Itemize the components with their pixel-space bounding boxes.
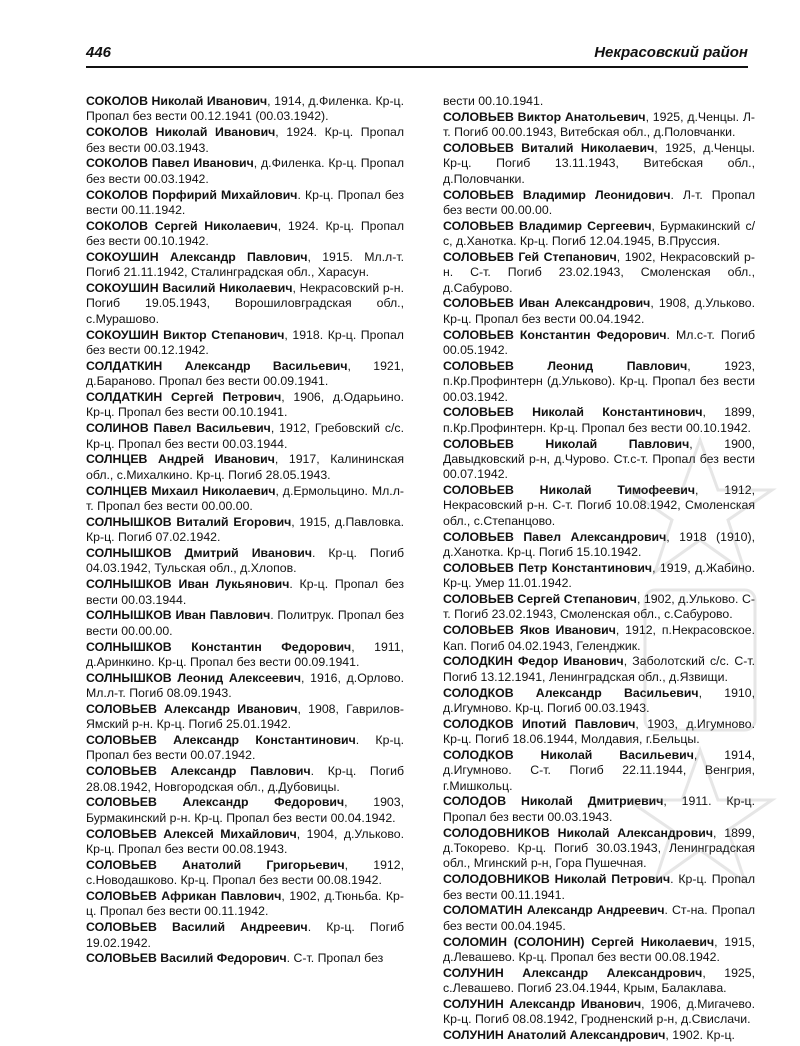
record-entry <box>86 281 404 327</box>
record-name: СОЛОВЬЕВ Иван Александрович <box>443 296 651 311</box>
record-details: , 1899, п.Кр.Профинтерн. Кр-ц. Пропал без вести 00.10.1942. <box>443 405 755 435</box>
record-details: , 1925, с.Левашево. Погиб 23.04.1944, Крым, Балаклава. <box>443 965 756 996</box>
record-details: . Мл.с-т. Погиб 00.05.1942. <box>443 327 755 357</box>
record-details: , 1902, д.Тюньба. Кр-ц. Пропал без вести 00.11.1942. <box>86 889 404 919</box>
record-entry <box>86 328 404 359</box>
record-entry <box>443 966 755 997</box>
record-name: СОЛОДОВНИКОВ Николай Петрович <box>443 872 671 887</box>
record-details: , 1908, д.Ульково. Кр-ц. Пропал без вести 00.04.1942. <box>443 296 755 326</box>
record-details: . С-т. Пропал без <box>286 951 384 966</box>
record-details: , 1912, с.Новодашково. Кр-ц. Пропал без вести 00.08.1942. <box>86 857 405 888</box>
record-entry <box>86 94 404 125</box>
record-entry <box>443 141 755 187</box>
record-details: , д.Ермольцино. Мл.л-т. Пропал без вести 00.00.00. <box>86 483 404 513</box>
record-details: , Бурмакинский с/с, д.Ханотка. Кр-ц. Погиб 12.04.1945, В.Пруссия. <box>443 218 756 249</box>
record-entry <box>443 623 755 654</box>
record-entry <box>443 405 755 436</box>
record-details: , 1919, д.Жабино. Кр-ц. Умер 11.01.1942. <box>443 560 755 591</box>
record-name: СОЛОВЬЕВ Василий Андреевич <box>86 920 308 935</box>
record-name: СОЛОМИН (СОЛОНИН) Сергей Николаевич <box>443 934 715 949</box>
record-name: СОЛОВЬЕВ Владимир Леонидович <box>443 187 671 202</box>
record-entry <box>443 250 755 296</box>
record-details: , 1904, д.Ульково. Кр-ц. Пропал без вести 00.08.1943. <box>86 826 404 856</box>
record-entry <box>86 702 404 733</box>
record-details: , 1914, д.Игумново. С-т. Погиб 22.11.1944, Венгрия, г.Мишкольц. <box>443 747 755 793</box>
record-entry <box>86 671 404 702</box>
record-entry <box>86 920 404 951</box>
record-entry <box>443 110 755 141</box>
record-name: СОЛОВЬЕВ Николай Константинович <box>443 405 703 420</box>
record-details: , 1924. Кр-ц. Пропал без вести 00.10.1942. <box>86 218 405 249</box>
record-entry <box>443 437 755 483</box>
record-name: СОЛОВЬЕВ Василий Федорович <box>86 951 287 966</box>
record-name: СОЛДАТКИН Сергей Петрович <box>86 390 282 405</box>
record-name: СОЛНЦЕВ Михаил Николаевич <box>86 483 276 498</box>
record-entry <box>443 359 755 405</box>
record-entry <box>86 608 404 639</box>
record-details: , 1906, д.Мигачево. Кр-ц. Погиб 08.08.1942, Гродненский р-н, д.Свислачи. <box>443 996 755 1027</box>
record-details: , 1906, д.Одарьино. Кр-ц. Пропал без вести 00.10.1941. <box>86 390 404 420</box>
record-name: СОЛОВЬЕВ Алексей Михайлович <box>86 826 297 841</box>
record-details: , 1925, д.Ченцы. Кр-ц. Погиб 13.11.1943, Витебская обл., д.Половчанки. <box>443 141 755 186</box>
record-name: СОЛОВЬЕВ Александр Федорович <box>86 795 345 810</box>
record-name: СОЛОВЬЕВ Петр Константинович <box>443 560 653 575</box>
record-entry <box>443 483 755 529</box>
record-name: СОЛОВЬЕВ Африкан Павлович <box>86 889 282 904</box>
record-entry <box>443 903 755 934</box>
record-entry <box>86 515 404 546</box>
record-name: СОЛОВЬЕВ Владимир Сергеевич <box>443 218 652 233</box>
record-entry <box>86 188 404 219</box>
record-name: СОКОУШИН Виктор Степанович <box>86 327 285 342</box>
record-details: . Кр-ц. Погиб 19.02.1942. <box>86 920 404 950</box>
record-name: СОЛОДКОВ Николай Васильевич <box>443 747 694 762</box>
record-name: СОЛИНОВ Павел Васильевич <box>86 421 271 436</box>
record-name: СОЛНЫШКОВ Иван Павлович <box>86 608 271 623</box>
record-entry <box>443 296 755 327</box>
record-name: СОЛОДОВНИКОВ Николай Александрович <box>443 825 713 840</box>
right-column <box>443 94 755 1044</box>
record-name: СОЛОДОВ Николай Дмитриевич <box>443 794 664 809</box>
record-details: . Кр-ц. Пропал без вести 00.11.1941. <box>443 872 755 902</box>
record-details: . Кр-ц. Пропал без вести 00.03.1944. <box>86 577 405 607</box>
record-details: . Ст-на. Пропал без вести 00.04.1945. <box>443 903 755 933</box>
record-entry <box>86 795 404 826</box>
record-details: , 1924. Кр-ц. Пропал без вести 00.03.1943. <box>86 125 404 155</box>
record-entry <box>443 935 755 966</box>
record-entry <box>443 826 755 872</box>
record-entry <box>86 577 404 608</box>
record-entry <box>443 997 755 1028</box>
record-details: , 1925, д.Ченцы. Л-т. Погиб 00.00.1943, Витебская обл., д.Половчанки. <box>443 109 755 140</box>
record-entry <box>443 188 755 219</box>
record-details: , 1902, Некрасовский р-н. С-т. Погиб 23.02.1943, Смоленская обл., д.Сабурово. <box>443 249 755 295</box>
record-details: , 1912, Гребовский с/с. Кр-ц. Пропал без вести 00.03.1944. <box>86 421 404 451</box>
record-name: СОЛОВЬЕВ Александр Константинович <box>86 733 356 748</box>
record-name: СОЛОДКОВ Александр Васильевич <box>443 685 699 700</box>
record-entry <box>443 592 755 623</box>
record-name: СОКОЛОВ Павел Иванович <box>86 156 254 171</box>
record-name: СОЛОВЬЕВ Николай Тимофеевич <box>443 483 695 498</box>
record-entry <box>86 484 404 515</box>
record-details: , Заболотский с/с. С-т. Погиб 13.12.1941, Ленинградская обл., д.Язвищи. <box>443 654 755 684</box>
record-name: СОЛОВЬЕВ Николай Павлович <box>443 436 690 451</box>
record-name: СОКОУШИН Василий Николаевич <box>86 281 293 296</box>
record-details: , 1903, Бурмакинский р-н. Кр-ц. Пропал без вести 00.04.1942. <box>86 795 405 825</box>
record-entry <box>86 156 404 187</box>
record-name: СОКОУШИН Александр Павлович <box>86 249 308 264</box>
record-name: СОЛОВЬЕВ Александр Павлович <box>86 764 311 779</box>
record-entry <box>86 421 404 452</box>
record-name: СОЛОВЬЕВ Виталий Николаевич <box>443 141 655 156</box>
record-name: СОКОЛОВ Николай Иванович <box>86 125 276 140</box>
record-name: СОЛОВЬЕВ Гей Степанович <box>443 249 617 264</box>
record-name: СОЛНЫШКОВ Константин Федорович <box>86 639 352 654</box>
record-name: СОЛУНИН Анатолий Александрович <box>443 1028 666 1043</box>
record-entry <box>443 328 755 359</box>
record-details: , 1915, д.Павловка. Кр-ц. Погиб 07.02.1942. <box>86 514 404 545</box>
record-name: СОЛОВЬЕВ Яков Иванович <box>443 623 616 638</box>
record-name: СОКОЛОВ Порфирий Михайлович <box>86 187 298 202</box>
record-details: . Кр-ц. Погиб 28.08.1942, Новгородская обл., д.Дубовицы. <box>86 764 404 794</box>
record-details: , 1910, д.Игумново. Кр-ц. Погиб 00.03.1943. <box>443 685 756 715</box>
record-entry <box>443 748 755 794</box>
record-name: СОЛОВЬЕВ Анатолий Григорьевич <box>86 857 345 872</box>
record-details: , 1912, п.Некрасовское. Кап. Погиб 04.02.1943, Геленджик. <box>443 623 755 653</box>
record-entry <box>86 733 404 764</box>
record-details: , 1900, Давыдковский р-н, д.Чурово. Ст.с-т. Пропал без вести 00.07.1942. <box>443 436 755 482</box>
record-entry <box>86 546 404 577</box>
record-entry <box>86 764 404 795</box>
record-entry <box>443 219 755 250</box>
record-name: СОЛОВЬЕВ Константин Федорович <box>443 327 667 342</box>
record-name: СОЛДАТКИН Александр Васильевич <box>86 358 348 373</box>
record-entry <box>86 640 404 671</box>
record-entry <box>86 125 404 156</box>
record-entry <box>443 686 755 717</box>
record-details: . Политрук. Пропал без вести 00.00.00. <box>86 608 404 638</box>
record-name: СОЛУНИН Александр Иванович <box>443 996 642 1011</box>
record-details: , 1908, Гаврилов-Ямский р-н. Кр-ц. Погиб 25.01.1942. <box>86 701 404 732</box>
record-details: , 1902, д.Ульково. С-т. Погиб 23.02.1943, Смоленская обл., с.Сабурово. <box>443 592 755 622</box>
record-name: СОЛОДКОВ Ипотий Павлович <box>443 716 636 731</box>
record-details: вести 00.10.1941. <box>443 94 544 108</box>
record-details: , 1918 (1910), д.Ханотка. Кр-ц. Погиб 15.10.1942. <box>443 529 755 559</box>
record-name: СОКОЛОВ Сергей Николаевич <box>86 218 278 233</box>
record-name: СОЛОВЬЕВ Павел Александрович <box>443 529 667 544</box>
record-entry <box>86 390 404 421</box>
record-details: , 1917, Калининская обл., с.Михалкино. Кр-ц. Погиб 28.05.1943. <box>86 452 404 482</box>
record-name: СОКОЛОВ Николай Иванович <box>86 94 268 108</box>
record-details: , 1915. Мл.л-т. Погиб 21.11.1942, Сталинградская обл., Харасун. <box>86 249 405 280</box>
record-details: , 1911. Кр-ц. Пропал без вести 00.03.1943. <box>443 794 755 824</box>
record-entry <box>86 250 404 281</box>
record-entry <box>86 858 404 889</box>
record-name: СОЛОМАТИН Александр Андреевич <box>443 903 665 918</box>
record-details: , 1902. Кр-ц. <box>665 1028 735 1043</box>
record-entry <box>443 872 755 903</box>
record-details: . Кр-ц. Погиб 04.03.1942, Тульская обл., д.Хлопов. <box>86 545 404 576</box>
record-details: , 1914, д.Филенка. Кр-ц. Пропал без вести 00.12.1941 (00.03.1942). <box>86 94 404 124</box>
record-entry <box>86 827 404 858</box>
record-details: , 1918. Кр-ц. Пропал без вести 00.12.1942. <box>86 327 404 357</box>
record-details: , 1899, д.Токорево. Кр-ц. Погиб 30.03.1943, Ленинградская обл., Мгинский р-н, Гора Пушечная. <box>443 825 755 871</box>
record-details: . Л-т. Пропал без вести 00.00.00. <box>443 187 755 217</box>
record-details: , Некрасовский р-н. Погиб 19.05.1943, Ворошиловградская обл., с.Мурашово. <box>86 281 404 326</box>
record-entry <box>443 530 755 561</box>
record-name: СОЛОВЬЕВ Александр Иванович <box>86 701 298 716</box>
record-details: , 1912, Некрасовский р-н. С-т. Погиб 10.08.1942, Смоленская обл., с.Степанцово. <box>443 483 756 528</box>
record-details: , д.Филенка. Кр-ц. Пропал без вести 00.03.1942. <box>86 156 405 186</box>
record-entry <box>443 717 755 748</box>
record-entry <box>86 219 404 250</box>
record-details: , 1916, д.Орлово. Мл.л-т. Погиб 08.09.1943. <box>86 670 404 701</box>
record-name: СОЛОДКИН Федор Иванович <box>443 654 624 669</box>
record-entry <box>86 889 404 920</box>
record-name: СОЛНЫШКОВ Леонид Алексеевич <box>86 670 302 685</box>
record-entry <box>86 359 404 390</box>
record-entry <box>443 561 755 592</box>
record-entry <box>86 452 404 483</box>
record-details: , 1915, д.Левашево. Кр-ц. Пропал без вести 00.08.1942. <box>443 934 755 964</box>
record-entry <box>443 94 755 109</box>
section-title: Некрасовский район <box>594 44 748 61</box>
left-column <box>86 94 404 967</box>
record-details: . Кр-ц. Пропал без вести 00.11.1942. <box>86 187 404 217</box>
record-details: , 1911, д.Аринкино. Кр-ц. Пропал без вести 00.09.1941. <box>86 639 404 669</box>
record-name: СОЛОВЬЕВ Сергей Степанович <box>443 592 637 606</box>
record-name: СОЛНЫШКОВ Дмитрий Иванович <box>86 545 312 560</box>
record-entry <box>86 951 404 966</box>
record-details: , 1903, д.Игумново. Кр-ц. Погиб 18.06.1944, Молдавия, г.Бельцы. <box>443 716 756 747</box>
record-details: , 1921, д.Бараново. Пропал без вести 00.09.1941. <box>86 358 404 389</box>
record-details: , 1923, п.Кр.Профинтерн (д.Ульково). Кр-ц. Пропал без вести 00.03.1942. <box>443 358 755 404</box>
record-entry <box>443 654 755 685</box>
record-details: . Кр-ц. Пропал без вести 00.07.1942. <box>86 733 404 763</box>
page-header <box>86 42 748 68</box>
record-entry <box>443 794 755 825</box>
record-name: СОЛУНИН Александр Александрович <box>443 965 703 980</box>
record-name: СОЛНЫШКОВ Виталий Егорович <box>86 514 292 529</box>
record-name: СОЛОВЬЕВ Леонид Павлович <box>443 358 688 373</box>
record-name: СОЛНЫШКОВ Иван Лукьянович <box>86 577 290 592</box>
record-name: СОЛНЦЕВ Андрей Иванович <box>86 452 275 467</box>
record-name: СОЛОВЬЕВ Виктор Анатольевич <box>443 109 646 124</box>
page-number: 446 <box>86 44 112 61</box>
record-entry <box>443 1028 755 1043</box>
